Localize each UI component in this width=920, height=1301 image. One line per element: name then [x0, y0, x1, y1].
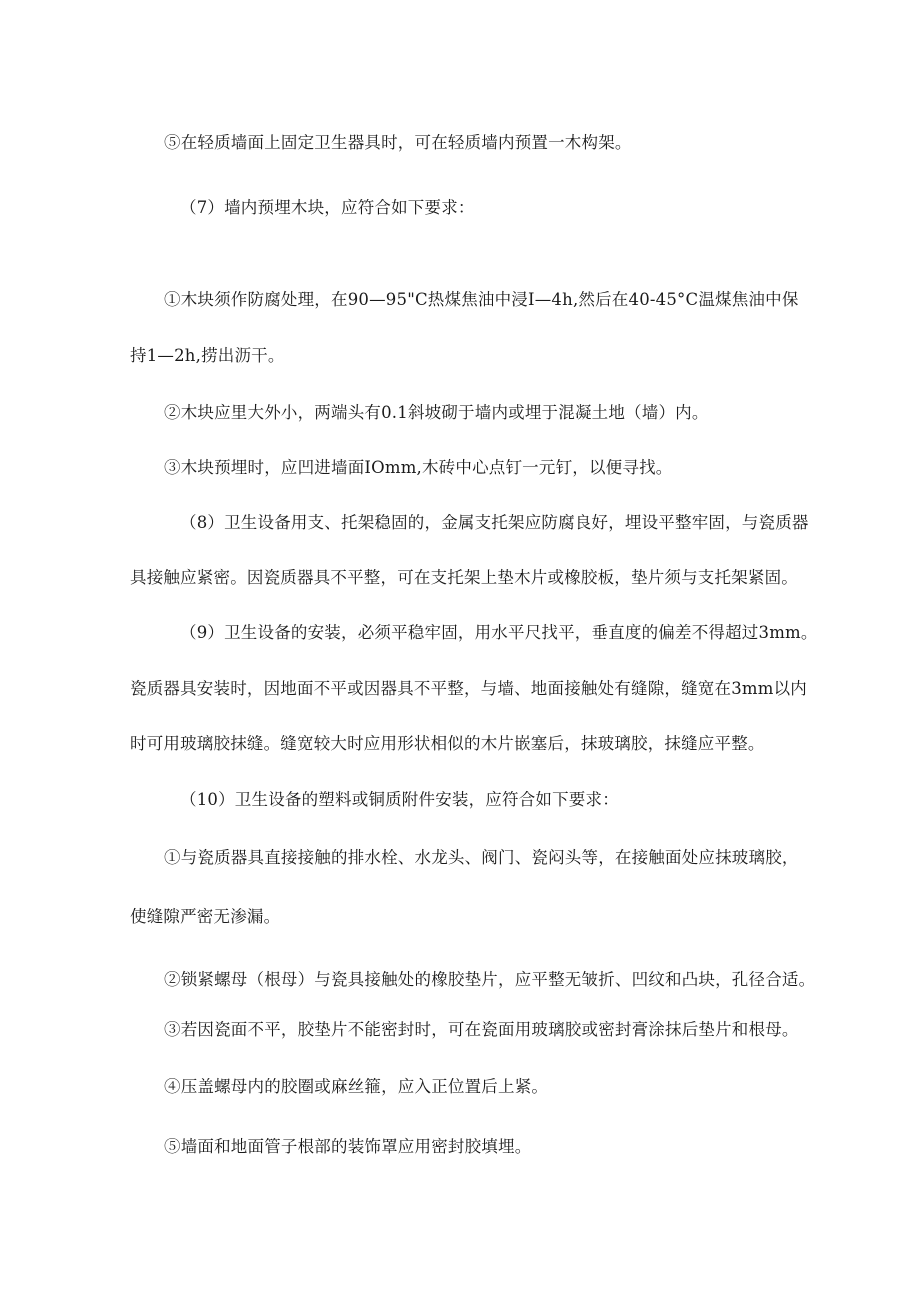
- text-line-4: 持1—2h,捞出沥干。: [130, 346, 285, 365]
- text-line-8: 具接触应紧密。因瓷质器具不平整，可在支托架上垫木片或橡胶板，垫片须与支托架紧固。: [130, 568, 798, 587]
- text-line-16: ③若因瓷面不平，胶垫片不能密封时，可在瓷面用玻璃胶或密封膏涂抹后垫片和根母。: [164, 1020, 799, 1039]
- section-heading-10: （10）卫生设备的塑料或铜质附件安装，应符合如下要求：: [180, 790, 619, 809]
- text-line-18: ⑤墙面和地面管子根部的装饰罩应用密封胶填埋。: [164, 1137, 532, 1156]
- text-line-14: 使缝隙严密无渗漏。: [130, 907, 281, 926]
- section-heading-9: （9）卫生设备的安装，必须平稳牢固，用水平尺找平，垂直度的偏差不得超过3mm。: [180, 623, 818, 642]
- text-line-11: 时可用玻璃胶抹缝。缝宽较大时应用形状相似的木片嵌塞后，抹玻璃胶，抹缝应平整。: [130, 734, 765, 753]
- text-line-13: ①与瓷质器具直接接触的排水栓、水龙头、阀门、瓷闷头等，在接触面处应抹玻璃胶，: [164, 848, 799, 867]
- text-line-6: ③木块预埋时，应凹进墙面IOmm,木砖中心点钉一元钉，以便寻找。: [164, 458, 673, 477]
- text-line-15: ②锁紧螺母（根母）与瓷具接触处的橡胶垫片，应平整无皱折、凹纹和凸块，孔径合适。: [164, 970, 816, 989]
- text-line-1: ⑤在轻质墙面上固定卫生器具时，可在轻质墙内预置一木构架。: [164, 133, 632, 152]
- text-line-3: ①木块须作防腐处理，在90—95"C热煤焦油中浸I—4h,然后在40-45°C温煤焦油中保: [164, 290, 799, 309]
- text-line-17: ④压盖螺母内的胶圈或麻丝箍，应入正位置后上紧。: [164, 1077, 549, 1096]
- section-heading-8: （8）卫生设备用支、托架稳固的，金属支托架应防腐良好，埋设平整牢固，与瓷质器: [180, 513, 809, 532]
- section-heading-7: （7）墙内预埋木块，应符合如下要求：: [180, 198, 475, 217]
- text-line-5: ②木块应里大外小，两端头有0.1斜坡砌于墙内或埋于混凝土地（墙）内。: [164, 403, 709, 422]
- text-line-10: 瓷质器具安装时，因地面不平或因器具不平整，与墙、地面接触处有缝隙，缝宽在3mm以内: [130, 679, 807, 698]
